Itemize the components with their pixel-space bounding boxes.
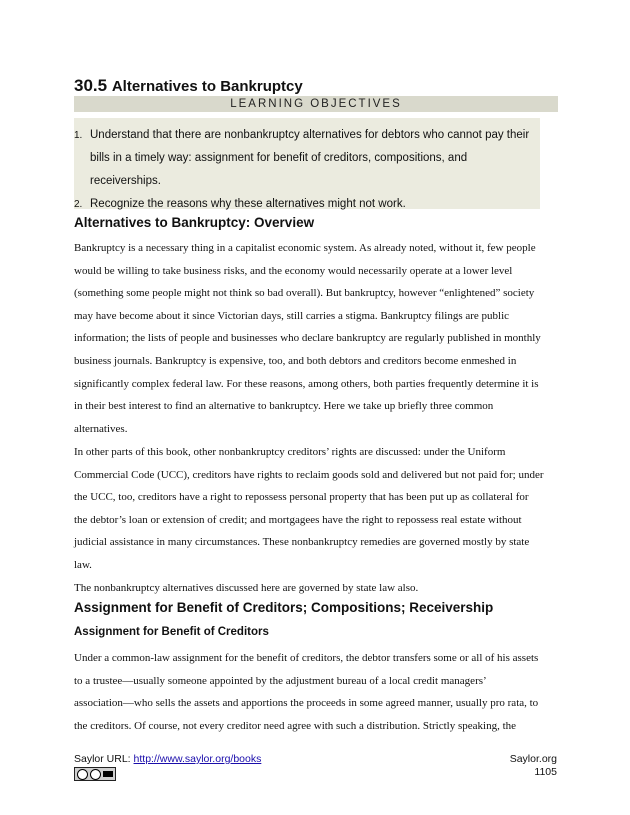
footer-url [74, 753, 261, 765]
objective-item [74, 193, 544, 216]
section-heading [74, 76, 303, 96]
section-number: 30.5 [74, 76, 108, 95]
overview-heading: Alternatives to Bankruptcy: Overview [74, 215, 315, 230]
saylor-books-link[interactable]: http://www.saylor.org/books [133, 753, 262, 765]
footer-right [510, 753, 557, 779]
objective-item [74, 124, 544, 193]
assignment-paragraph: Under a common-law assignment for the benefit of creditors, the debtor transfers some or all of his assets to a trustee—usually someone appointed by the adjustment bureau of a local credit managers’ association—who sells the assets and apportions the proceeds in some agreed manner, usually pro rata, to the creditors. Of course, not every creditor need agree with such a distribution. Strictly speaking, the [74, 652, 539, 732]
objective-number: 2. [74, 199, 83, 210]
assignment-subheading: Assignment for Benefit of Creditors [74, 626, 269, 638]
objective-number: 1. [74, 130, 83, 141]
objective-line: receiverships. [90, 175, 161, 187]
overview-paragraph-2: In other parts of this book, other nonbankruptcy creditors’ rights are discussed: under the Uniform Commercial Code (UCC), creditors have rights to reclaim goods sold and delivered but not paid for; under the UCC, too, creditors have a right to repossess personal property that has been put up as collateral for the debtor’s loan or extension of credit; and mortgagees have the right to repossess real estate without judicial assistance in many circumstances. These nonbankruptcy remedies are governed mostly by state law. [74, 446, 544, 571]
overview-paragraph-1: Bankruptcy is a necessary thing in a capitalist economic system. As already noted, without it, few people would be willing to take business risks, and the economy would necessarily operate at a lower level (something some people might not think so bad overall). But bankruptcy, however “enlightened” society may have become about it since Victorian days, still carries a stigma. Bankruptcy filings are public information; the lists of people and businesses who declare bankruptcy are regularly published in monthly business journals. Bankruptcy is expensive, too, and both debtors and creditors become enmeshed in significantly complex federal law. For these reasons, among others, both parties frequently determine it is in their best interest to find an alternative to bankruptcy. Here we take up briefly three common alternatives. [74, 242, 541, 435]
objective-line: Understand that there are nonbankruptcy alternatives for debtors who cannot pay their [90, 129, 530, 141]
objective-line: bills in a timely way: assignment for benefit of creditors, compositions, and [90, 152, 468, 164]
page-number: 1105 [534, 766, 557, 778]
learning-objectives-list [74, 124, 544, 216]
footer-site: Saylor.org [509, 753, 557, 765]
overview-paragraph-3: The nonbankruptcy alternatives discussed here are governed by state law also. [74, 582, 419, 594]
objective-line: Recognize the reasons why these alternatives might not work. [90, 198, 406, 210]
learning-objectives-bar: LEARNING OBJECTIVES [74, 96, 558, 112]
assignment-heading: Assignment for Benefit of Creditors; Compositions; Receivership [74, 600, 494, 615]
creative-commons-icon [74, 767, 116, 781]
section-title: Alternatives to Bankruptcy [111, 78, 303, 95]
footer-label: Saylor URL: [74, 753, 134, 765]
